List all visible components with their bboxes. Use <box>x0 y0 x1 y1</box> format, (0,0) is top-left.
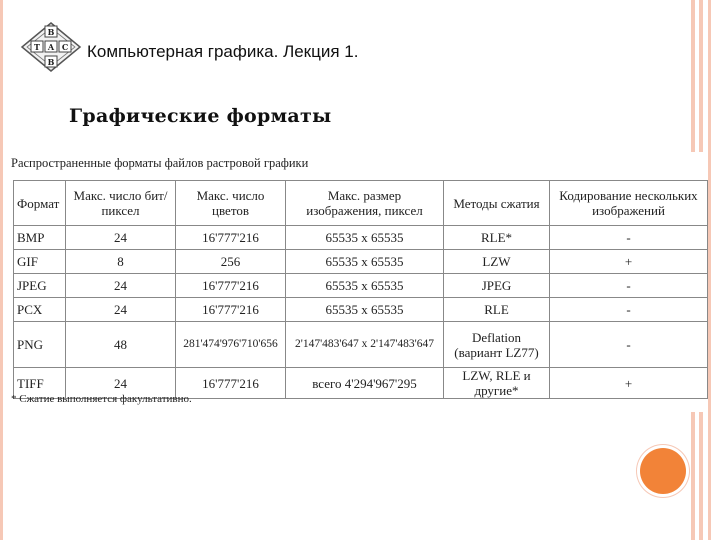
table-row <box>14 322 708 368</box>
column-header: Макс. число цветов <box>176 181 286 226</box>
table-cell: 65535 x 65535 <box>286 298 444 322</box>
table-cell: Deflation (вариант LZ77) <box>444 322 550 368</box>
table-cell: 24 <box>66 368 176 399</box>
table-cell: - <box>550 322 708 368</box>
table-cell: + <box>550 250 708 274</box>
table-cell: 281'474'976'710'656 <box>176 322 286 368</box>
table-row <box>14 226 708 250</box>
table-row <box>14 250 708 274</box>
table-cell: 16'777'216 <box>176 368 286 399</box>
decorative-circle <box>640 448 686 494</box>
table-header-row <box>14 181 708 226</box>
table-footnote: * Сжатие выполняется факультативно. <box>11 393 192 405</box>
table-cell: + <box>550 368 708 399</box>
table-cell: 2'147'483'647 x 2'147'483'647 <box>286 322 444 368</box>
logo-letter: А <box>47 42 55 52</box>
table-cell: TIFF <box>14 368 66 399</box>
column-header: Макс. число бит/ пиксел <box>66 181 176 226</box>
table-cell: BMP <box>14 226 66 250</box>
table-cell: 16'777'216 <box>176 274 286 298</box>
column-header: Макс. размер изображения, пиксел <box>286 181 444 226</box>
column-header: Методы сжатия <box>444 181 550 226</box>
table-caption: Распространенные форматы файлов растровой графики <box>11 156 309 170</box>
table-cell: GIF <box>14 250 66 274</box>
table-cell: 8 <box>66 250 176 274</box>
table-cell: LZW <box>444 250 550 274</box>
column-header: Кодирование нескольких изображений <box>550 181 708 226</box>
table-cell: 24 <box>66 274 176 298</box>
table-cell: 24 <box>66 226 176 250</box>
table-cell: JPEG <box>444 274 550 298</box>
table-row <box>14 274 708 298</box>
table-cell: 256 <box>176 250 286 274</box>
left-decor-rail <box>0 0 3 540</box>
course-title: Компьютерная графика. Лекция 1. <box>87 42 359 61</box>
table-cell: RLE <box>444 298 550 322</box>
table-cell: LZW, RLE и другие* <box>444 368 550 399</box>
slide-title: Графические форматы <box>69 105 332 127</box>
formats-table <box>13 180 708 399</box>
table-row <box>14 298 708 322</box>
table-cell: 24 <box>66 298 176 322</box>
table-cell: PNG <box>14 322 66 368</box>
table-cell: - <box>550 298 708 322</box>
table-cell: 48 <box>66 322 176 368</box>
logo-letter: Т <box>34 42 40 52</box>
table-cell: 16'777'216 <box>176 226 286 250</box>
table-cell: 65535 x 65535 <box>286 274 444 298</box>
right-decor-rail <box>708 0 711 540</box>
table-cell: JPEG <box>14 274 66 298</box>
table-image <box>9 152 708 412</box>
table-cell: 65535 x 65535 <box>286 226 444 250</box>
column-header: Формат <box>14 181 66 226</box>
university-logo <box>19 20 83 74</box>
table-cell: 65535 x 65535 <box>286 250 444 274</box>
logo-letter: В <box>47 27 55 37</box>
logo-letter: В <box>47 57 55 67</box>
table-cell: RLE* <box>444 226 550 250</box>
table-cell: всего 4'294'967'295 <box>286 368 444 399</box>
table-cell: - <box>550 274 708 298</box>
table-cell: PCX <box>14 298 66 322</box>
logo-letter: С <box>61 42 69 52</box>
table-cell: 16'777'216 <box>176 298 286 322</box>
table-cell: - <box>550 226 708 250</box>
